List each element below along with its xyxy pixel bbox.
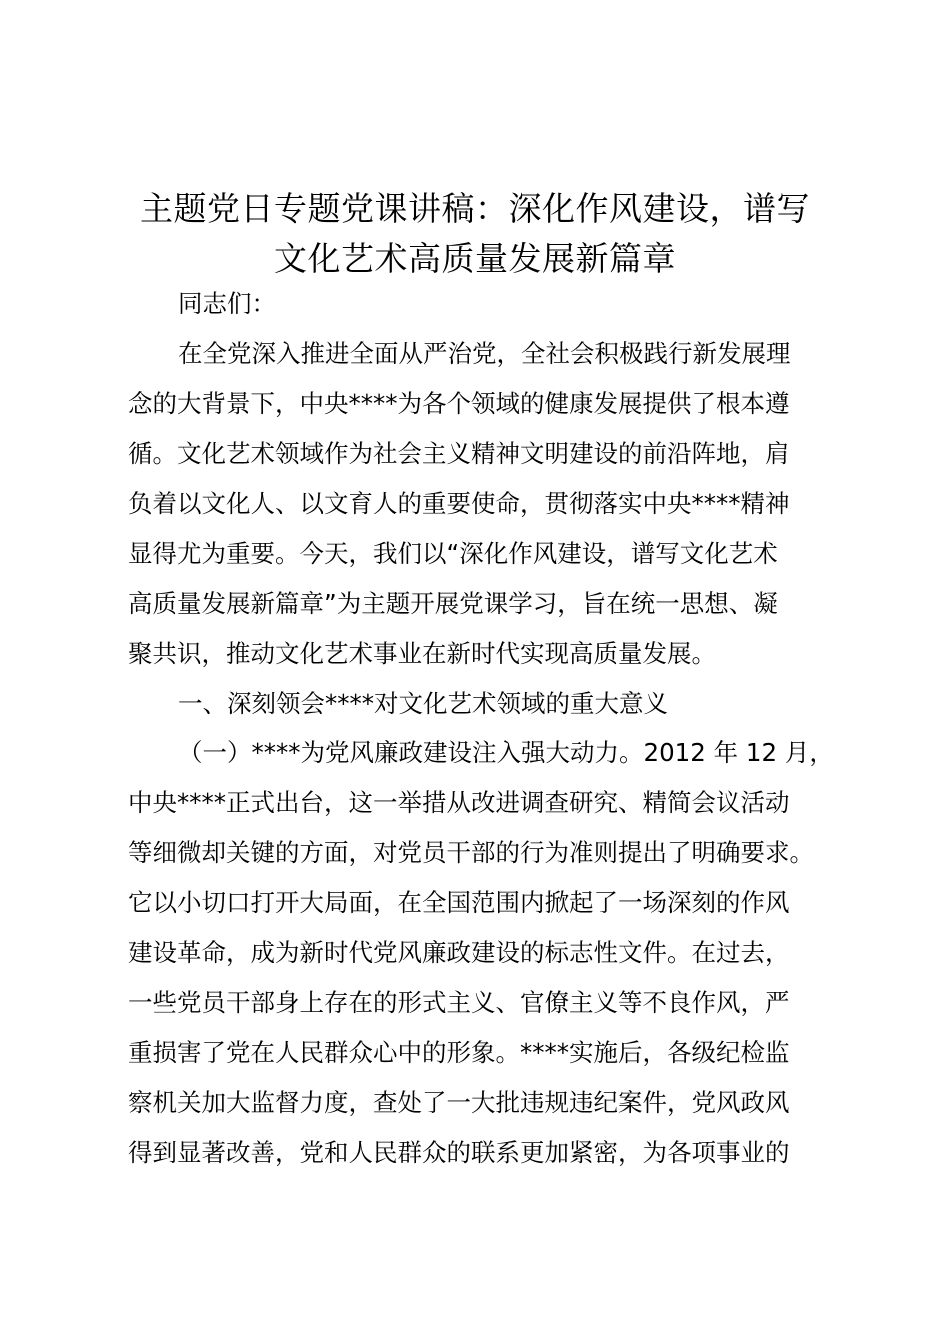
- paragraph-2-line-4: 它以小切口打开大局面，在全国范围内掀起了一场深刻的作风: [128, 888, 790, 917]
- paragraph-2-line-1: （一）****为党风廉政建设注入强大动力。2012 年 12 月，: [178, 738, 834, 767]
- document-title-line-1: 主题党日专题党课讲稿：深化作风建设，谱写: [140, 189, 810, 228]
- paragraph-2-line-3: 等细微却关键的方面，对党员干部的行为准则提出了明确要求。: [128, 838, 814, 867]
- paragraph-2-line-8: 察机关加大监督力度，查处了一大批违规违纪案件，党风政风: [128, 1088, 790, 1117]
- paragraph-1-line-2: 念的大背景下，中央****为各个领域的健康发展提供了根本遵: [128, 389, 790, 418]
- document-title-line-2: 文化艺术高质量发展新篇章: [274, 239, 676, 278]
- section-1-heading: 一、深刻领会****对文化艺术领域的重大意义: [178, 689, 668, 718]
- paragraph-1-line-5: 显得尤为重要。今天，我们以“深化作风建设，谱写文化艺术: [128, 539, 778, 568]
- paragraph-1-line-3: 循。文化艺术领域作为社会主义精神文明建设的前沿阵地，肩: [128, 439, 790, 468]
- paragraph-2-line-9: 得到显著改善，党和人民群众的联系更加紧密，为各项事业的: [128, 1138, 790, 1167]
- paragraph-1-line-1: 在全党深入推进全面从严治党，全社会积极践行新发展理: [178, 339, 791, 368]
- paragraph-2-line-2: 中央****正式出台，这一举措从改进调查研究、精简会议活动: [128, 788, 790, 817]
- paragraph-1-line-6: 高质量发展新篇章”为主题开展党课学习，旨在统一思想、凝: [128, 589, 778, 618]
- paragraph-1-line-4: 负着以文化人、以文育人的重要使命，贯彻落实中央****精神: [128, 489, 790, 518]
- salutation: 同志们：: [178, 289, 276, 318]
- paragraph-2-line-5: 建设革命，成为新时代党风廉政建设的标志性文件。在过去，: [128, 938, 790, 967]
- paragraph-1-line-7: 聚共识，推动文化艺术事业在新时代实现高质量发展。: [128, 639, 716, 668]
- paragraph-2-line-7: 重损害了党在人民群众心中的形象。****实施后，各级纪检监: [128, 1038, 790, 1067]
- paragraph-2-line-6: 一些党员干部身上存在的形式主义、官僚主义等不良作风，严: [128, 988, 790, 1017]
